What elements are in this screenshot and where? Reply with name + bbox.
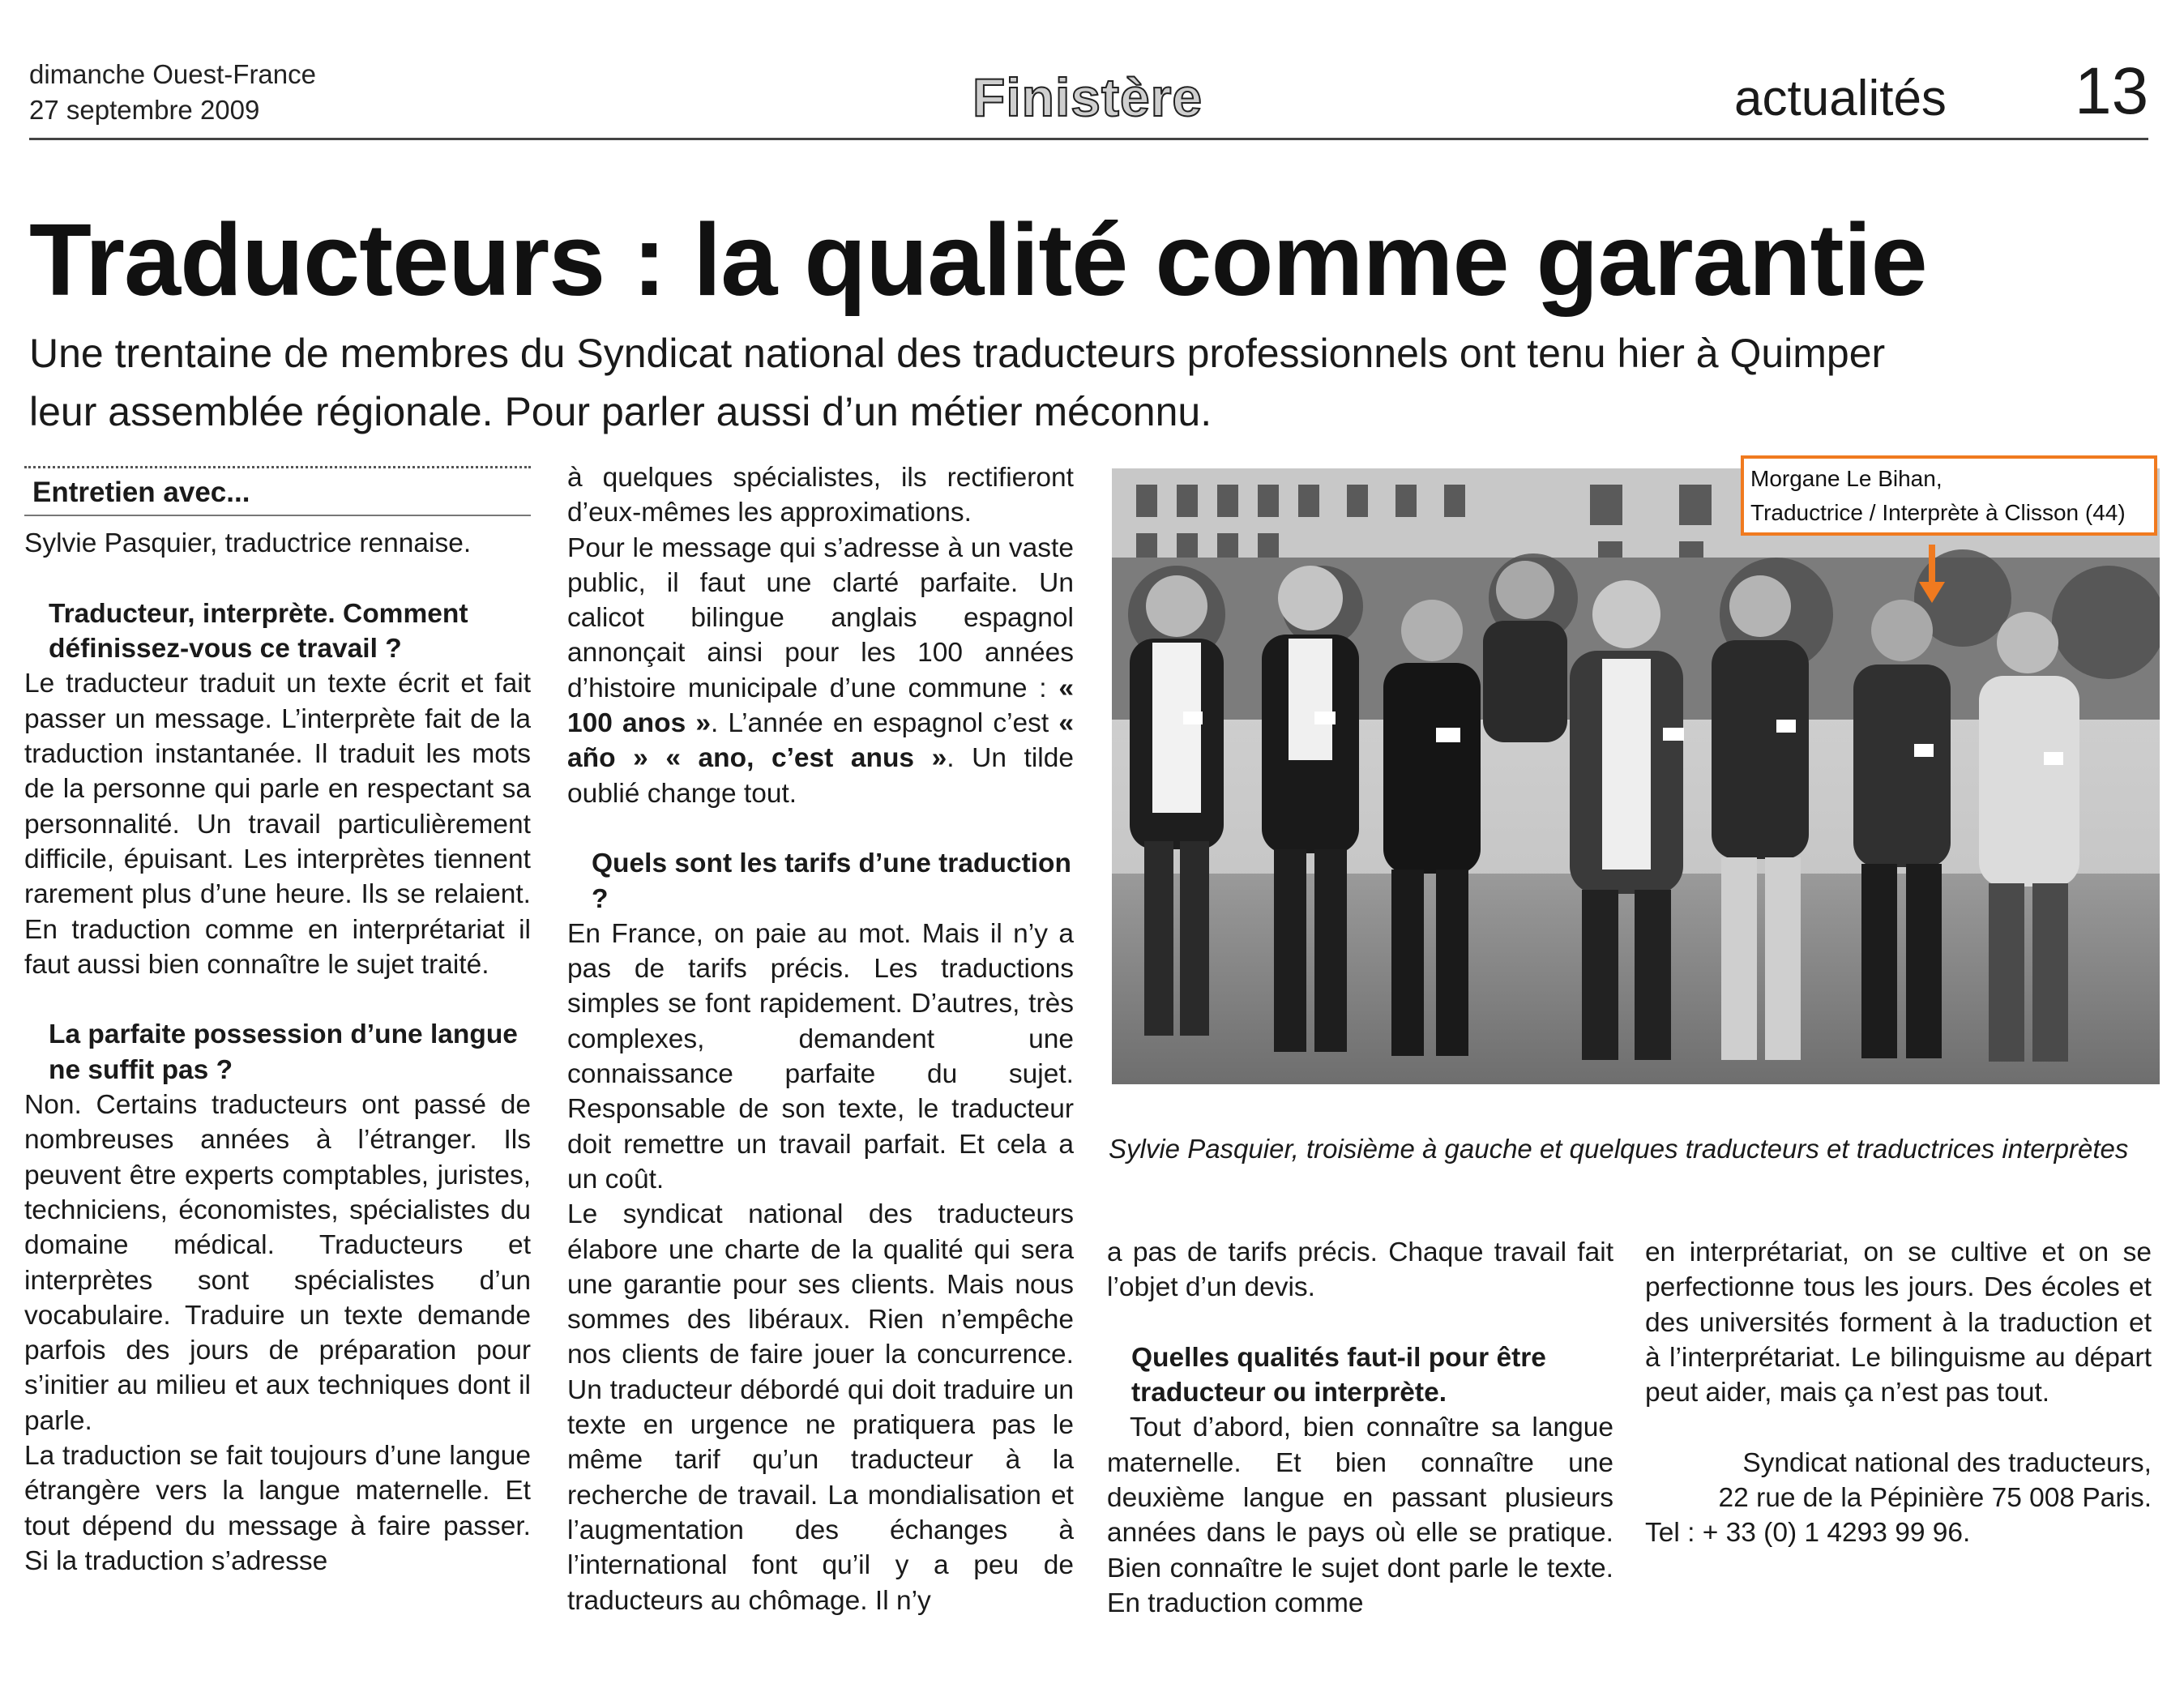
annotation-callout — [1741, 455, 2157, 536]
col4-paragraph-1: en interprétariat, on se cultive et on se perfectionne tous les jours. Des écoles et des universités forment à la traduction et à l’interprétariat. Le bilinguisme au départ peut aider, mais ça n’est pas tout. — [1645, 1237, 2152, 1408]
column-3 — [1107, 1235, 1613, 1621]
callout-arrow-icon — [1919, 582, 1945, 603]
col3-paragraph-1: a pas de tarifs précis. Chaque travail fait l’objet d’un devis. — [1107, 1237, 1613, 1303]
box-rule — [24, 515, 531, 516]
answer-4: Tout d’abord, bien connaître sa langue maternelle. Et bien connaître une deuxième langue en passant plusieurs années dans le pays où elle se pratique. Bien connaître le sujet dont parle le texte. En traduction comme — [1107, 1412, 1613, 1618]
col2-p2-bold-2: « año » « ano, c’est anus » — [567, 708, 1074, 774]
column-1 — [24, 466, 531, 1579]
answer-2b: La traduction se fait toujours d’une langue étrangère vers la langue maternelle. Et tout dépend du message à faire passer. Si la traduction s’adresse — [24, 1441, 531, 1576]
callout-name: Morgane Le Bihan, — [1750, 466, 1943, 491]
standfirst-line-2: leur assemblée régionale. Pour parler aussi d’un métier méconnu. — [29, 389, 1212, 434]
contact-name: Syndicat national des traducteurs, — [1742, 1447, 2152, 1478]
masthead-left — [29, 57, 316, 128]
section-name: actualités — [1734, 71, 1947, 126]
photo-caption: Sylvie Pasquier, troisième à gauche et quelques traducteurs et traductrices interprètes — [1109, 1134, 2129, 1164]
column-2 — [567, 460, 1074, 1618]
callout-role: Traductrice / Interprète à Clisson (44) — [1750, 500, 2126, 525]
column-4 — [1645, 1235, 2152, 1551]
question-2: La parfaite possession d’une langue ne suffit pas ? — [49, 1019, 518, 1085]
answer-3: En France, on paie au mot. Mais il n’y a pas de tarifs précis. Les traductions simples se font rapidement. D’autres, très complexes, demandent une connaissance parfaite du sujet. Responsable de son texte, le traducteur doit remettre un travail parfait. Et cela a un coût. — [567, 918, 1074, 1194]
standfirst-line-1: Une trentaine de membres du Syndicat national des traducteurs professionnels ont tenu hier à Quimper — [29, 331, 1886, 376]
page-number: 13 — [2075, 54, 2149, 128]
interview-subject: Sylvie Pasquier, traductrice rennaise. — [24, 528, 472, 559]
photo-illustration — [1112, 468, 2160, 1084]
answer-3b: Le syndicat national des traducteurs élabore une charte de la qualité qui sera une garantie pour ses clients. Mais nous sommes des libéraux. Rien n’empêche nos clients de faire jouer la concurrence. Un traducteur débordé qui doit traduire un texte en urgence ne pratiquera pas le même tarif qu’un traducteur à la recherche de travail. La mondialisation et l’augmentation des échanges à l’international font qu’il y a peu de traducteurs au chômage. Il n’y — [567, 1199, 1074, 1616]
standfirst — [29, 324, 2136, 441]
interview-box-title: Entretien avec... — [32, 476, 250, 508]
headline: Traducteurs : la qualité comme garantie — [29, 203, 1927, 317]
edition-name: Finistère — [972, 67, 1203, 127]
question-3: Quels sont les tarifs d’une traduction ? — [592, 848, 1071, 914]
col2-paragraph-2 — [567, 531, 1074, 811]
issue-date: 27 septembre 2009 — [29, 95, 260, 125]
contact-phone: Tel : + 33 (0) 1 4293 99 96. — [1645, 1518, 1971, 1549]
col2-p2-mid: . L’année en espagnol c’est — [710, 708, 1059, 739]
col2-p2-end: . Un tilde oublié change tout. — [567, 743, 1074, 809]
col2-p2-start: Pour le message qui s’adresse à un vaste public, il faut une clarté parfaite. Un calicot bilingue anglais espagnol annonçait ainsi pour les 100 années d’histoire municipale d’une commune : — [567, 532, 1074, 703]
col2-p2-bold-1: « 100 anos » — [567, 673, 1074, 739]
col2-paragraph-1: à quelques spécialistes, ils rectifieront d’eux-mêmes les approximations. — [567, 463, 1074, 528]
contact-address: 22 rue de la Pépinière 75 008 Paris. — [1718, 1483, 2152, 1514]
paper-name: dimanche Ouest-France — [29, 59, 316, 89]
box-dotted-rule — [24, 466, 531, 468]
callout-arrow-shaft — [1929, 545, 1935, 585]
answer-2a: Non. Certains traducteurs ont passé de nombreuses années à l’étranger. Ils peuvent être experts comptables, juristes, techniciens, économistes, spécialistes du domaine médical. Traducteurs et interprètes sont spécialistes d’un vocabulaire. Traduire un texte demande parfois des jours de préparation pour s’initier au milieu et aux techniques dont il parle. — [24, 1090, 531, 1436]
question-4: Quelles qualités faut-il pour être traducteur ou interprète. — [1131, 1342, 1546, 1408]
answer-1: Le traducteur traduit un texte écrit et fait passer un message. L’interprète fait de la traduction instantanée. Il traduit les mots de la personne qui parle en respectant sa personnalité. Un travail particulièrement difficile, épuisant. Les interprètes tiennent rarement plus d’une heure. Ils se relaient. En traduction comme en interprétariat il faut aussi bien connaître le sujet traité. — [24, 669, 531, 980]
question-1: Traducteur, interprète. Comment définissez-vous ce travail ? — [49, 598, 468, 665]
group-photo — [1112, 468, 2160, 1084]
masthead-rule — [29, 138, 2148, 140]
